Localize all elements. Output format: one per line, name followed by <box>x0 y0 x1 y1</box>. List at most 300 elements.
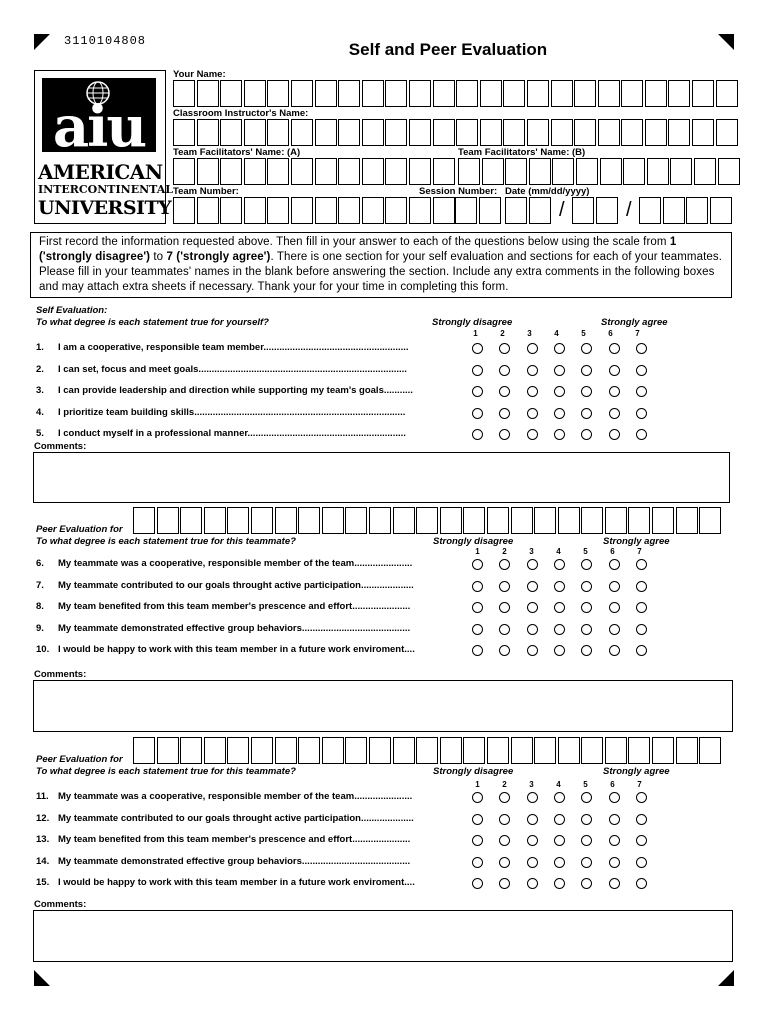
char-box[interactable] <box>173 80 195 107</box>
rating-radio-3[interactable] <box>527 365 538 376</box>
char-box[interactable] <box>716 80 738 107</box>
char-box[interactable] <box>534 507 556 534</box>
rating-radio-5[interactable] <box>581 386 592 397</box>
char-box[interactable] <box>676 507 698 534</box>
rating-radio-4[interactable] <box>554 559 565 570</box>
char-box[interactable] <box>275 737 297 764</box>
char-box[interactable] <box>385 197 407 224</box>
rating-radio-7[interactable] <box>636 814 647 825</box>
char-box[interactable] <box>173 119 195 146</box>
rating-radio-5[interactable] <box>581 581 592 592</box>
scale-number: 7 <box>637 780 642 789</box>
char-box[interactable] <box>463 507 485 534</box>
char-box[interactable] <box>503 119 525 146</box>
char-box[interactable] <box>385 80 407 107</box>
char-box[interactable] <box>527 119 549 146</box>
char-box[interactable] <box>173 197 195 224</box>
rating-radio-1[interactable] <box>472 559 483 570</box>
char-box[interactable] <box>647 158 669 185</box>
char-box[interactable] <box>440 507 462 534</box>
rating-radio-7[interactable] <box>636 429 647 440</box>
rating-radio-2[interactable] <box>499 429 510 440</box>
char-box[interactable] <box>670 158 692 185</box>
rating-radio-3[interactable] <box>527 429 538 440</box>
char-box[interactable] <box>220 158 242 185</box>
char-box[interactable] <box>455 197 477 224</box>
question-row <box>36 877 415 888</box>
char-box[interactable] <box>338 80 360 107</box>
rating-radio-3[interactable] <box>527 602 538 613</box>
char-box[interactable] <box>456 80 478 107</box>
rating-radio-5[interactable] <box>581 857 592 868</box>
rating-radio-5[interactable] <box>581 365 592 376</box>
rating-radio-3[interactable] <box>527 878 538 889</box>
rating-radio-4[interactable] <box>554 581 565 592</box>
char-box[interactable] <box>621 80 643 107</box>
char-box[interactable] <box>433 80 455 107</box>
char-box[interactable] <box>369 737 391 764</box>
rating-radio-7[interactable] <box>636 581 647 592</box>
peer-2-comments-box[interactable] <box>33 910 733 962</box>
rating-radio-6[interactable] <box>609 559 620 570</box>
char-box[interactable] <box>668 119 690 146</box>
rating-radio-4[interactable] <box>554 792 565 803</box>
char-box[interactable] <box>479 197 501 224</box>
char-box[interactable] <box>197 197 219 224</box>
question-text: I can set, focus and meet goals............................................................................... <box>58 363 407 375</box>
rating-radio-7[interactable] <box>636 602 647 613</box>
comments-label: Comments: <box>34 441 87 452</box>
char-box[interactable] <box>244 158 266 185</box>
char-box[interactable] <box>663 197 685 224</box>
peer-2-name-field[interactable] <box>133 737 723 764</box>
char-box[interactable] <box>409 158 431 185</box>
rating-radio-1[interactable] <box>472 857 483 868</box>
rating-radio-3[interactable] <box>527 792 538 803</box>
char-box[interactable] <box>718 158 740 185</box>
rating-radio-2[interactable] <box>499 835 510 846</box>
question-text: My teammate contributed to our goals throught active participation.................... <box>58 812 414 824</box>
char-box[interactable] <box>716 119 738 146</box>
logo-text-american: AMERICAN <box>38 160 163 184</box>
rating-radio-5[interactable] <box>581 559 592 570</box>
rating-radio-1[interactable] <box>472 408 483 419</box>
char-box[interactable] <box>527 80 549 107</box>
char-box[interactable] <box>157 737 179 764</box>
char-box[interactable] <box>338 119 360 146</box>
rating-radio-2[interactable] <box>499 878 510 889</box>
rating-radio-6[interactable] <box>609 602 620 613</box>
rating-radio-2[interactable] <box>499 792 510 803</box>
rating-radio-6[interactable] <box>609 624 620 635</box>
scale-left-label: Strongly disagree <box>433 536 514 547</box>
char-box[interactable] <box>267 80 289 107</box>
rating-radio-3[interactable] <box>527 408 538 419</box>
rating-radio-2[interactable] <box>499 559 510 570</box>
char-box[interactable] <box>251 737 273 764</box>
char-box[interactable] <box>511 507 533 534</box>
char-box[interactable] <box>204 737 226 764</box>
scale-number: 1 <box>475 780 480 789</box>
rating-radio-6[interactable] <box>609 792 620 803</box>
question-row <box>36 407 405 418</box>
rating-radio-4[interactable] <box>554 624 565 635</box>
char-box[interactable] <box>692 80 714 107</box>
char-box[interactable] <box>433 197 455 224</box>
char-box[interactable] <box>552 158 574 185</box>
char-box[interactable] <box>416 507 438 534</box>
rating-radio-3[interactable] <box>527 645 538 656</box>
char-box[interactable] <box>676 737 698 764</box>
char-box[interactable] <box>275 507 297 534</box>
question-text: My team benefited from this team member's prescence and effort...................... <box>58 834 411 845</box>
char-box[interactable] <box>315 80 337 107</box>
char-box[interactable] <box>345 507 367 534</box>
rating-radio-2[interactable] <box>499 386 510 397</box>
question-text: I conduct myself in a professional manner............................................................ <box>58 428 406 439</box>
char-box[interactable] <box>505 158 527 185</box>
char-box[interactable] <box>291 119 313 146</box>
char-box[interactable] <box>409 80 431 107</box>
char-box[interactable] <box>621 119 643 146</box>
char-box[interactable] <box>220 80 242 107</box>
char-box[interactable] <box>652 507 674 534</box>
char-box[interactable] <box>463 737 485 764</box>
char-box[interactable] <box>699 507 721 534</box>
char-box[interactable] <box>480 119 502 146</box>
instructions: First record the information requested above. Then fill in your answer to each of the questions below using the scale from 1 ('strongly disagree') to 7 ('strongly agree'). There is one section for your self evaluation and sections for each of your teammates. Please fill in your teammates' names in the blank before answering the section. Include any extra comments in the following boxes and may attach extra sheets if necessary. Thank your for your time in completing this form. <box>30 232 732 298</box>
rating-radio-7[interactable] <box>636 645 647 656</box>
rating-radio-5[interactable] <box>581 343 592 354</box>
question-text: My teammate was a cooperative, responsible member of the team...................... <box>58 791 413 802</box>
char-box[interactable] <box>558 507 580 534</box>
rating-radio-3[interactable] <box>527 857 538 868</box>
rating-radio-7[interactable] <box>636 408 647 419</box>
char-box[interactable] <box>315 158 337 185</box>
rating-radio-1[interactable] <box>472 429 483 440</box>
question-number: 14. <box>36 855 50 867</box>
rating-radio-5[interactable] <box>581 429 592 440</box>
char-box[interactable] <box>551 119 573 146</box>
scale-number: 6 <box>608 329 613 338</box>
peer-1-comments-box[interactable] <box>33 680 733 732</box>
char-box[interactable] <box>529 197 551 224</box>
rating-radio-2[interactable] <box>499 408 510 419</box>
peer-1-name-field[interactable] <box>133 507 723 534</box>
rating-radio-2[interactable] <box>499 581 510 592</box>
rating-radio-6[interactable] <box>609 581 620 592</box>
rating-radio-1[interactable] <box>472 645 483 656</box>
question-number: 12. <box>36 812 50 824</box>
char-box[interactable] <box>558 737 580 764</box>
rating-radio-3[interactable] <box>527 814 538 825</box>
char-box[interactable] <box>574 80 596 107</box>
rating-radio-1[interactable] <box>472 792 483 803</box>
rating-radio-5[interactable] <box>581 624 592 635</box>
char-box[interactable] <box>180 507 202 534</box>
comments-label: Comments: <box>34 669 87 680</box>
char-box[interactable] <box>220 197 242 224</box>
char-box[interactable] <box>440 737 462 764</box>
team-number-field[interactable] <box>173 197 456 224</box>
your-name-field[interactable] <box>173 80 739 107</box>
rating-radio-4[interactable] <box>554 365 565 376</box>
rating-radio-3[interactable] <box>527 343 538 354</box>
char-box[interactable] <box>393 507 415 534</box>
rating-radio-7[interactable] <box>636 835 647 846</box>
char-box[interactable] <box>197 80 219 107</box>
char-box[interactable] <box>511 737 533 764</box>
char-box[interactable] <box>581 507 603 534</box>
char-box[interactable] <box>581 737 603 764</box>
instructor-name-field[interactable] <box>173 119 739 146</box>
rating-radio-6[interactable] <box>609 878 620 889</box>
question-number: 10. <box>36 644 50 655</box>
char-box[interactable] <box>385 158 407 185</box>
char-box[interactable] <box>227 507 249 534</box>
char-box[interactable] <box>596 197 618 224</box>
char-box[interactable] <box>338 197 360 224</box>
rating-radio-4[interactable] <box>554 645 565 656</box>
char-box[interactable] <box>505 197 527 224</box>
char-box[interactable] <box>244 119 266 146</box>
char-box[interactable] <box>433 119 455 146</box>
char-box[interactable] <box>315 197 337 224</box>
char-box[interactable] <box>628 507 650 534</box>
rating-radio-2[interactable] <box>499 624 510 635</box>
char-box[interactable] <box>244 80 266 107</box>
rating-radio-2[interactable] <box>499 365 510 376</box>
rating-radio-7[interactable] <box>636 857 647 868</box>
rating-radio-5[interactable] <box>581 645 592 656</box>
team-number-label: Team Number: <box>173 186 239 197</box>
scale-right-label: Strongly agree <box>603 536 670 547</box>
char-box[interactable] <box>267 119 289 146</box>
rating-radio-1[interactable] <box>472 581 483 592</box>
char-box[interactable] <box>173 158 195 185</box>
char-box[interactable] <box>197 119 219 146</box>
char-box[interactable] <box>598 80 620 107</box>
rating-radio-4[interactable] <box>554 878 565 889</box>
rating-radio-2[interactable] <box>499 602 510 613</box>
char-box[interactable] <box>133 507 155 534</box>
logo-letters: aiu <box>52 94 146 160</box>
char-box[interactable] <box>699 737 721 764</box>
scale-left-label: Strongly disagree <box>433 766 514 777</box>
rating-radio-5[interactable] <box>581 878 592 889</box>
char-box[interactable] <box>551 80 573 107</box>
rating-radio-7[interactable] <box>636 878 647 889</box>
rating-radio-7[interactable] <box>636 792 647 803</box>
facilitator-a-label: Team Facilitators' Name: (A) <box>173 147 301 158</box>
rating-radio-4[interactable] <box>554 429 565 440</box>
char-box[interactable] <box>322 737 344 764</box>
char-box[interactable] <box>710 197 732 224</box>
char-box[interactable] <box>157 507 179 534</box>
char-box[interactable] <box>345 737 367 764</box>
char-box[interactable] <box>598 119 620 146</box>
rating-radio-4[interactable] <box>554 835 565 846</box>
rating-radio-7[interactable] <box>636 559 647 570</box>
char-box[interactable] <box>315 119 337 146</box>
char-box[interactable] <box>458 158 480 185</box>
char-box[interactable] <box>433 158 455 185</box>
char-box[interactable] <box>480 80 502 107</box>
char-box[interactable] <box>197 158 219 185</box>
rating-radio-4[interactable] <box>554 814 565 825</box>
scale-number: 6 <box>610 547 615 556</box>
question-number: 1. <box>36 342 44 353</box>
char-box[interactable] <box>267 158 289 185</box>
scale-number: 4 <box>554 329 559 338</box>
rating-radio-4[interactable] <box>554 857 565 868</box>
scale-number: 3 <box>529 547 534 556</box>
date-day-field[interactable] <box>572 197 619 224</box>
char-box[interactable] <box>639 197 661 224</box>
question-text: I would be happy to work with this team member in a future work enviroment.... <box>58 644 415 655</box>
scale-number: 3 <box>529 780 534 789</box>
char-box[interactable] <box>456 119 478 146</box>
char-box[interactable] <box>623 158 645 185</box>
rating-radio-1[interactable] <box>472 386 483 397</box>
rating-radio-6[interactable] <box>609 857 620 868</box>
char-box[interactable] <box>291 158 313 185</box>
rating-radio-6[interactable] <box>609 814 620 825</box>
rating-radio-4[interactable] <box>554 386 565 397</box>
char-box[interactable] <box>576 158 598 185</box>
rating-radio-2[interactable] <box>499 645 510 656</box>
date-year-field[interactable] <box>639 197 733 224</box>
char-box[interactable] <box>487 507 509 534</box>
char-box[interactable] <box>362 119 384 146</box>
rating-radio-5[interactable] <box>581 792 592 803</box>
char-box[interactable] <box>482 158 504 185</box>
facilitator-a-field[interactable] <box>173 158 456 185</box>
question-row <box>36 834 410 845</box>
char-box[interactable] <box>369 507 391 534</box>
rating-radio-3[interactable] <box>527 581 538 592</box>
char-box[interactable] <box>180 737 202 764</box>
rating-radio-6[interactable] <box>609 835 620 846</box>
char-box[interactable] <box>251 507 273 534</box>
question-row <box>36 385 413 396</box>
char-box[interactable] <box>322 507 344 534</box>
char-box[interactable] <box>133 737 155 764</box>
question-number: 9. <box>36 622 44 634</box>
char-box[interactable] <box>409 197 431 224</box>
char-box[interactable] <box>409 119 431 146</box>
char-box[interactable] <box>291 197 313 224</box>
char-box[interactable] <box>692 119 714 146</box>
rating-radio-6[interactable] <box>609 408 620 419</box>
rating-radio-1[interactable] <box>472 814 483 825</box>
question-number: 8. <box>36 601 44 612</box>
char-box[interactable] <box>686 197 708 224</box>
rating-radio-2[interactable] <box>499 857 510 868</box>
rating-radio-3[interactable] <box>527 559 538 570</box>
rating-radio-5[interactable] <box>581 814 592 825</box>
char-box[interactable] <box>298 507 320 534</box>
rating-radio-6[interactable] <box>609 343 620 354</box>
rating-radio-3[interactable] <box>527 624 538 635</box>
self-comments-box[interactable] <box>33 452 730 503</box>
rating-radio-2[interactable] <box>499 814 510 825</box>
char-box[interactable] <box>645 80 667 107</box>
rating-radio-6[interactable] <box>609 386 620 397</box>
rating-radio-4[interactable] <box>554 602 565 613</box>
rating-radio-1[interactable] <box>472 602 483 613</box>
char-box[interactable] <box>694 158 716 185</box>
rating-radio-4[interactable] <box>554 408 565 419</box>
char-box[interactable] <box>503 80 525 107</box>
question-number: 6. <box>36 558 44 569</box>
char-box[interactable] <box>267 197 289 224</box>
char-box[interactable] <box>600 158 622 185</box>
char-box[interactable] <box>393 737 415 764</box>
rating-radio-3[interactable] <box>527 386 538 397</box>
rating-radio-7[interactable] <box>636 624 647 635</box>
char-box[interactable] <box>416 737 438 764</box>
char-box[interactable] <box>534 737 556 764</box>
char-box[interactable] <box>362 158 384 185</box>
char-box[interactable] <box>338 158 360 185</box>
char-box[interactable] <box>605 507 627 534</box>
char-box[interactable] <box>362 80 384 107</box>
char-box[interactable] <box>668 80 690 107</box>
rating-radio-7[interactable] <box>636 365 647 376</box>
rating-radio-1[interactable] <box>472 878 483 889</box>
char-box[interactable] <box>385 119 407 146</box>
char-box[interactable] <box>572 197 594 224</box>
char-box[interactable] <box>605 737 627 764</box>
rating-radio-1[interactable] <box>472 624 483 635</box>
facilitator-b-field[interactable] <box>458 158 741 185</box>
rating-radio-4[interactable] <box>554 343 565 354</box>
rating-radio-1[interactable] <box>472 343 483 354</box>
rating-radio-6[interactable] <box>609 365 620 376</box>
char-box[interactable] <box>645 119 667 146</box>
char-box[interactable] <box>487 737 509 764</box>
rating-radio-7[interactable] <box>636 386 647 397</box>
rating-radio-1[interactable] <box>472 365 483 376</box>
rating-radio-3[interactable] <box>527 835 538 846</box>
rating-radio-6[interactable] <box>609 429 620 440</box>
char-box[interactable] <box>204 507 226 534</box>
scale-number: 2 <box>500 329 505 338</box>
char-box[interactable] <box>628 737 650 764</box>
rating-radio-5[interactable] <box>581 835 592 846</box>
char-box[interactable] <box>529 158 551 185</box>
char-box[interactable] <box>291 80 313 107</box>
char-box[interactable] <box>244 197 266 224</box>
rating-radio-2[interactable] <box>499 343 510 354</box>
rating-radio-5[interactable] <box>581 408 592 419</box>
char-box[interactable] <box>298 737 320 764</box>
rating-radio-1[interactable] <box>472 835 483 846</box>
char-box[interactable] <box>362 197 384 224</box>
char-box[interactable] <box>652 737 674 764</box>
rating-radio-5[interactable] <box>581 602 592 613</box>
question-row <box>36 813 414 824</box>
date-month-field[interactable] <box>505 197 552 224</box>
rating-radio-7[interactable] <box>636 343 647 354</box>
char-box[interactable] <box>227 737 249 764</box>
rating-radio-6[interactable] <box>609 645 620 656</box>
scale-number: 2 <box>502 547 507 556</box>
char-box[interactable] <box>220 119 242 146</box>
session-number-field[interactable] <box>455 197 502 224</box>
char-box[interactable] <box>574 119 596 146</box>
